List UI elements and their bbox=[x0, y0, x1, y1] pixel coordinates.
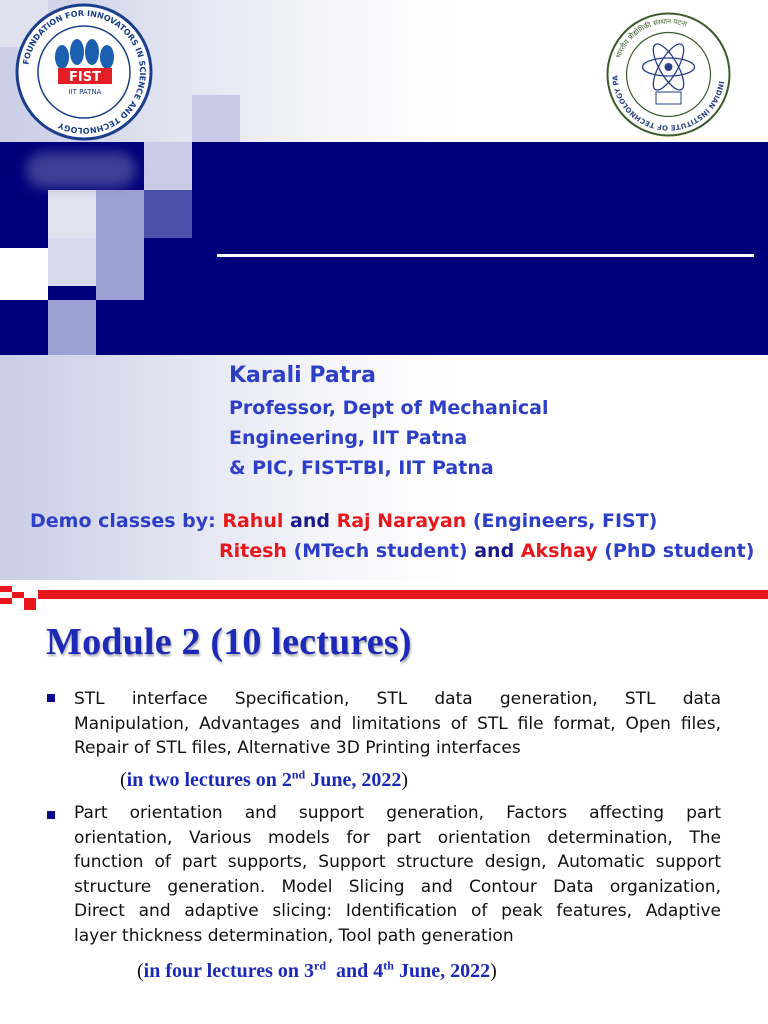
svg-text:IIT PATNA: IIT PATNA bbox=[68, 88, 102, 96]
note-sup: th bbox=[383, 958, 394, 973]
demo-role: (Engineers, FIST) bbox=[472, 510, 658, 532]
note-text: and 4 bbox=[326, 960, 384, 982]
note-text: in four lectures on 3 bbox=[143, 960, 315, 982]
text-line: layer thickness determination, Tool path generation bbox=[74, 925, 514, 946]
iit-patna-logo bbox=[606, 12, 731, 137]
demo-conjunction: and bbox=[474, 540, 515, 562]
lecture-note bbox=[120, 769, 408, 792]
note-sup: nd bbox=[291, 767, 306, 782]
band-divider-line bbox=[217, 254, 754, 257]
text-line: STL interface Specification, STL data generation, STL data bbox=[74, 689, 721, 709]
deco-square bbox=[144, 142, 192, 190]
bullet-marker bbox=[47, 694, 55, 702]
demo-person: Akshay bbox=[520, 540, 598, 562]
demo-role: (MTech student) bbox=[293, 540, 468, 562]
deco-square bbox=[0, 248, 48, 300]
author-title-line: Professor, Dept of Mechanical bbox=[229, 397, 549, 419]
demo-role: (PhD student) bbox=[604, 540, 755, 562]
note-text: in two lectures on 2 bbox=[126, 769, 292, 791]
bullet-text bbox=[74, 801, 721, 948]
paren: ) bbox=[401, 769, 409, 791]
svg-text:FOUNDATION FOR INNOVATORS IN S: FOUNDATION FOR INNOVATORS IN SCIENCE AND TECHNOLOGY bbox=[21, 8, 148, 136]
text-line: Direct and adaptive slicing: Identification of peak features, Adaptive bbox=[74, 901, 721, 921]
demo-person: Ritesh bbox=[219, 540, 287, 562]
svg-text:FIST: FIST bbox=[69, 70, 101, 85]
text-line: Repair of STL files, Alternative 3D Printing interfaces bbox=[74, 738, 521, 758]
deco-square bbox=[48, 190, 96, 238]
paren: ( bbox=[120, 769, 127, 791]
note-text: June, 2022 bbox=[305, 769, 402, 791]
module-title: Module 2 (10 lectures) bbox=[46, 621, 412, 663]
deco-square bbox=[192, 95, 240, 142]
author-title-line: & PIC, FIST-TBI, IIT Patna bbox=[229, 457, 494, 479]
paren: ) bbox=[490, 960, 497, 982]
demo-conjunction: and bbox=[290, 510, 330, 532]
demo-person: Raj Narayan bbox=[336, 510, 467, 532]
svg-text:INDIAN INSTITUTE OF TECHNOLOGY: INDIAN INSTITUTE OF TECHNOLOGY PA bbox=[611, 75, 726, 132]
demo-line-2 bbox=[219, 540, 754, 562]
text-line: function of part supports, Support structure design, Automatic support bbox=[74, 852, 721, 872]
bullet-marker bbox=[47, 811, 55, 819]
deco-square bbox=[48, 238, 96, 286]
paren: ( bbox=[137, 960, 144, 982]
demo-prefix: Demo classes by: bbox=[30, 510, 216, 532]
deco-square bbox=[144, 190, 192, 238]
note-text: June, 2022 bbox=[393, 960, 491, 982]
note-sup: rd bbox=[314, 958, 327, 973]
deco-square bbox=[48, 300, 96, 355]
deco-square bbox=[96, 190, 144, 238]
demo-person: Rahul bbox=[222, 510, 284, 532]
fist-logo bbox=[14, 2, 154, 142]
bullet-text bbox=[74, 687, 721, 761]
text-line: Part orientation and support generation, Factors affecting part bbox=[74, 803, 721, 823]
author-name: Karali Patra bbox=[229, 363, 376, 388]
lecture-note bbox=[137, 960, 497, 983]
svg-text:भारतीय प्रौद्योगिकी संस्थान पट: भारतीय प्रौद्योगिकी संस्थान पटना bbox=[614, 17, 688, 60]
demo-line-1 bbox=[30, 510, 657, 532]
text-line: Manipulation, Advantages and limitations of STL file format, Open files, bbox=[74, 713, 721, 734]
author-title-line: Engineering, IIT Patna bbox=[229, 427, 468, 449]
deco-square bbox=[96, 238, 144, 300]
blurred-label bbox=[26, 152, 136, 188]
text-line: structure generation. Model Slicing and Contour Data organization, bbox=[74, 876, 721, 897]
red-divider-bar bbox=[0, 586, 768, 610]
text-line: orientation, Various models for part orientation determination, The bbox=[74, 827, 721, 848]
